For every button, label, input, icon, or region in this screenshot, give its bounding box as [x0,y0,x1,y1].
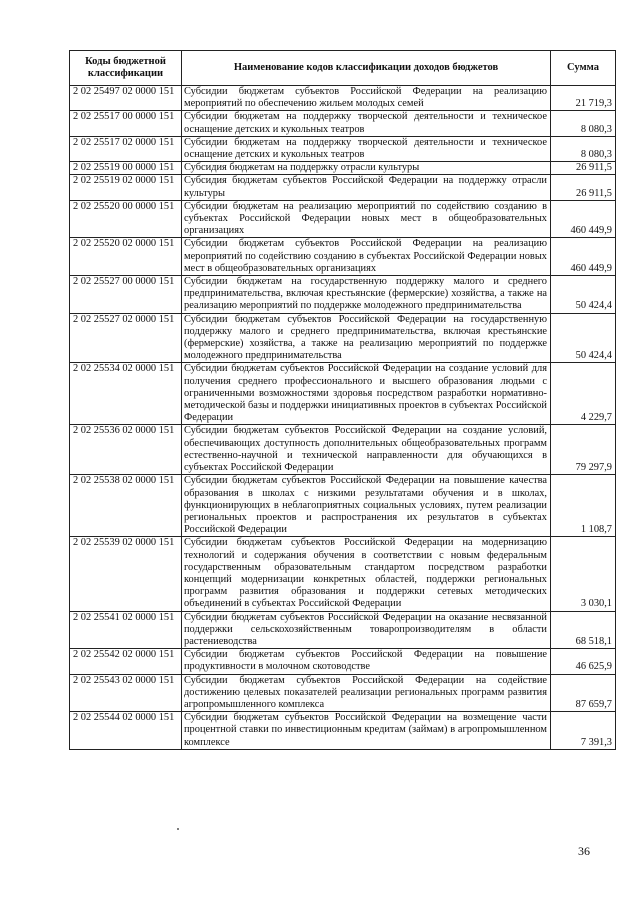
table-row [70,162,616,175]
sum-cell: 50 424,4 [551,276,616,314]
sum-cell: 4 229,7 [551,363,616,425]
table-row [70,475,616,537]
table-row [70,136,616,161]
table-row [70,537,616,611]
table-header-row [70,51,616,86]
name-cell: Субсидии бюджетам субъектов Российской Федерации на создание условий для получения среднего профессионального и высшего образования людьми с ограниченными возможностями здоровья посредством разработки нормативно-методической базы и поддержки инициативных проектов в субъектах Российской Федерации [182,363,551,425]
name-cell: Субсидии бюджетам субъектов Российской Федерации на повышение качества образования в школах с низкими результатами обучения и в школах, функционирующих в неблагоприятных социальных условиях, путем реализации региональных проектов и распространения их результатов в субъектах Российской Федерации [182,475,551,537]
sum-cell: 21 719,3 [551,86,616,111]
budget-table-container [69,50,615,750]
header-sum: Сумма [551,51,616,86]
code-cell: 2 02 25497 02 0000 151 [70,86,182,111]
name-cell: Субсидии бюджетам субъектов Российской Федерации на реализацию мероприятий по обеспечению жильем молодых семей [182,86,551,111]
code-cell: 2 02 25527 00 0000 151 [70,276,182,314]
sum-cell: 46 625,9 [551,649,616,674]
table-row [70,611,616,649]
table-row [70,649,616,674]
code-cell: 2 02 25517 02 0000 151 [70,136,182,161]
sum-cell: 87 659,7 [551,674,616,712]
name-cell: Субсидии бюджетам субъектов Российской Федерации на государственную поддержку малого и среднего предпринимательства, включая крестьянские (фермерские) хозяйства, а также на реализацию мероприятий по поддержке молодежного предпринимательства [182,313,551,363]
name-cell: Субсидии бюджетам субъектов Российской Федерации на модернизацию технологий и содержания обучения в соответствии с новым федеральным государственным образовательным стандартом посредством разработки концепций модернизации конкретных областей, поддержки региональных программ развития образования и поддержки сетевых методических объединений в субъектах Российской Федерации [182,537,551,611]
name-cell: Субсидии бюджетам на государственную поддержку малого и среднего предпринимательства, включая крестьянские (фермерские) хозяйства, а также на реализацию мероприятий по поддержке молодежного предпринимательства [182,276,551,314]
code-cell: 2 02 25542 02 0000 151 [70,649,182,674]
table-row [70,111,616,136]
name-cell: Субсидии бюджетам субъектов Российской Федерации на содействие достижению целевых показателей реализации региональных программ развития агропромышленного комплекса [182,674,551,712]
sum-cell: 460 449,9 [551,238,616,276]
name-cell: Субсидии бюджетам на поддержку творческой деятельности и техническое оснащение детских и кукольных театров [182,136,551,161]
page-number: 36 [578,844,590,858]
code-cell: 2 02 25539 02 0000 151 [70,537,182,611]
name-cell: Субсидии бюджетам субъектов Российской Федерации на оказание несвязанной поддержки сельскохозяйственным товаропроизводителям в области растениеводства [182,611,551,649]
header-name: Наименование кодов классификации доходов бюджетов [182,51,551,86]
name-cell: Субсидии бюджетам субъектов Российской Федерации на создание условий, обеспечивающих доступность дополнительных общеобразовательных программ естественно-научной и технической направленности для обучающихся в субъектах Российской Федерации [182,425,551,475]
code-cell: 2 02 25541 02 0000 151 [70,611,182,649]
name-cell: Субсидия бюджетам субъектов Российской Федерации на поддержку отрасли культуры [182,175,551,200]
name-cell: Субсидия бюджетам на поддержку отрасли культуры [182,162,551,175]
scan-speck [177,828,179,830]
sum-cell: 26 911,5 [551,175,616,200]
sum-cell: 3 030,1 [551,537,616,611]
table-row [70,238,616,276]
budget-classification-table [69,50,616,750]
sum-cell: 1 108,7 [551,475,616,537]
code-cell: 2 02 25527 02 0000 151 [70,313,182,363]
name-cell: Субсидии бюджетам субъектов Российской Федерации на возмещение части процентной ставки по инвестиционным кредитам (займам) в агропромышленном комплексе [182,712,551,750]
sum-cell: 7 391,3 [551,712,616,750]
table-row [70,175,616,200]
code-cell: 2 02 25517 00 0000 151 [70,111,182,136]
table-row [70,425,616,475]
code-cell: 2 02 25519 02 0000 151 [70,175,182,200]
name-cell: Субсидии бюджетам субъектов Российской Федерации на реализацию мероприятий по содействию созданию в субъектах Российской Федерации новых мест в общеобразовательных организациях [182,238,551,276]
table-row [70,712,616,750]
sum-cell: 8 080,3 [551,111,616,136]
code-cell: 2 02 25520 00 0000 151 [70,200,182,238]
name-cell: Субсидии бюджетам на поддержку творческой деятельности и техническое оснащение детских и кукольных театров [182,111,551,136]
sum-cell: 50 424,4 [551,313,616,363]
table-row [70,86,616,111]
sum-cell: 68 518,1 [551,611,616,649]
name-cell: Субсидии бюджетам на реализацию мероприятий по содействию созданию в субъектах Российской Федерации новых мест в общеобразовательных организациях [182,200,551,238]
code-cell: 2 02 25534 02 0000 151 [70,363,182,425]
table-row [70,276,616,314]
table-row [70,313,616,363]
code-cell: 2 02 25519 00 0000 151 [70,162,182,175]
sum-cell: 26 911,5 [551,162,616,175]
table-row [70,363,616,425]
sum-cell: 79 297,9 [551,425,616,475]
header-code: Коды бюджетной классификации [70,51,182,86]
code-cell: 2 02 25543 02 0000 151 [70,674,182,712]
table-row [70,200,616,238]
name-cell: Субсидии бюджетам субъектов Российской Федерации на повышение продуктивности в молочном скотоводстве [182,649,551,674]
table-row [70,674,616,712]
code-cell: 2 02 25520 02 0000 151 [70,238,182,276]
code-cell: 2 02 25538 02 0000 151 [70,475,182,537]
sum-cell: 8 080,3 [551,136,616,161]
code-cell: 2 02 25544 02 0000 151 [70,712,182,750]
code-cell: 2 02 25536 02 0000 151 [70,425,182,475]
sum-cell: 460 449,9 [551,200,616,238]
